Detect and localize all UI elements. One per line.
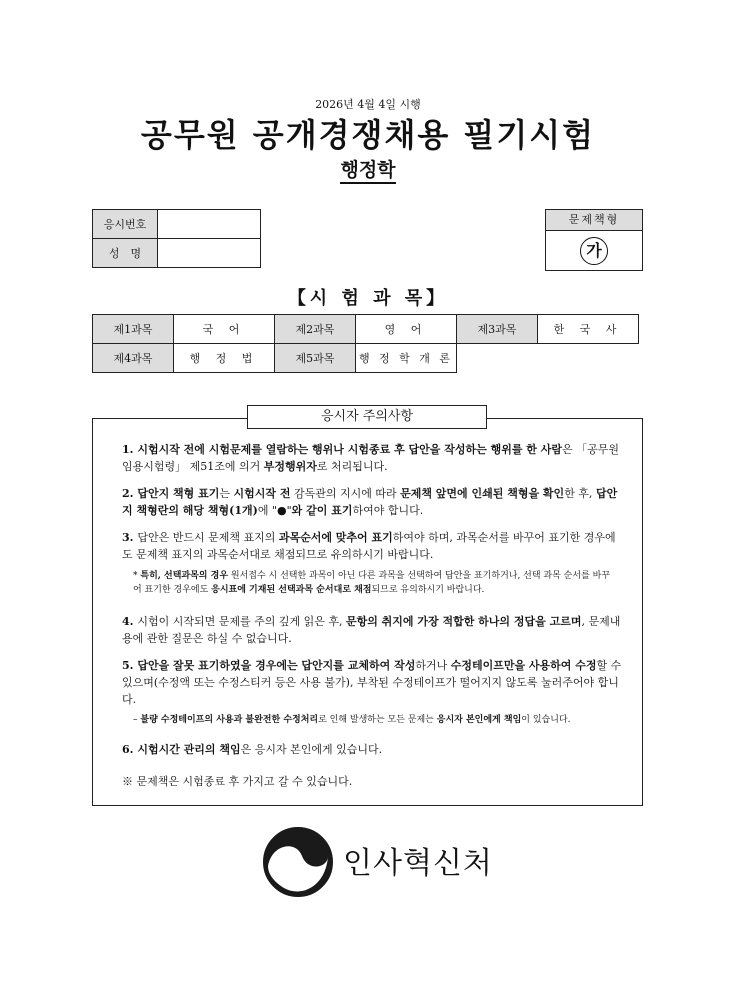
body-text: * [133, 571, 141, 581]
body-text: 한 후, [564, 487, 596, 500]
subject-3-name: 한 국 사 [538, 315, 639, 344]
booklet-type-box [545, 209, 643, 271]
emphasis-text: ● [277, 504, 287, 517]
emphasis-text: 시험시작 전에 시험문제를 열람하는 행위나 시험종료 후 답안을 작성하는 행위를 한 사람 [137, 443, 562, 456]
notice-heading: 응시자 주의사항 [247, 405, 487, 429]
organization-name: 인사혁신처 [343, 846, 493, 881]
booklet-type-label: 문제책형 [546, 210, 642, 231]
body-text: 되므로 유의하시기 바랍니다. [371, 585, 485, 595]
item-number: 6. [122, 743, 138, 756]
body-text: 하여야 하며, 과목순서를 바꾸어 표기한 경우에도 문제책 표지의 과목순서대로 채점되므로 유의하시기 바랍니다. [122, 531, 616, 561]
notice-note-3 [133, 569, 613, 597]
emphasis-text: 답안지 책형 표기 [137, 487, 220, 500]
body-text: 하여야 합니다. [352, 504, 424, 517]
notice-item [122, 613, 622, 647]
body-text: 에 " [257, 504, 277, 517]
body-text: 답안은 반드시 문제책 표지의 [137, 531, 279, 544]
notice-item [122, 657, 622, 708]
item-number: 1. [122, 443, 138, 456]
emphasis-text: 과목순서에 맞추어 표기 [278, 531, 393, 544]
subjects-heading: 【시 험 과 목】 [287, 288, 449, 309]
notice-item [122, 485, 622, 519]
subject-text: 행정학 [340, 159, 395, 184]
subject-1-label: 제1과목 [93, 315, 174, 344]
emphasis-text: 문제책 앞면에 인쇄된 책형을 확인 [400, 487, 565, 500]
item-number: 5. [122, 659, 138, 672]
item-number: 4. [122, 615, 138, 628]
candidate-number-field[interactable] [158, 210, 261, 239]
body-text: 은 「공무원임용시험령」 제51조에 의거 [122, 443, 620, 473]
body-text: 할 수 있으며(수정액 또는 수정스티커 등은 사용 불가), 부착된 수정테이프가 떨어지지 않도록 눌러주어야 합니다. [122, 659, 622, 706]
body-text: 감독관의 지시에 따라 [290, 487, 401, 500]
booklet-type-value: 가 [580, 237, 608, 265]
body-text: 원서접수 시 선택한 과목이 아닌 다른 과목을 선택하여 답안을 표기하거나, 선택 과목 순서를 바꾸어 표기한 경우에도 [133, 571, 611, 595]
notice-item [122, 441, 622, 475]
emphasis-text: 문항의 취지에 가장 적합한 하나의 정답을 고르며 [345, 615, 582, 628]
item-number: 2. [122, 487, 138, 500]
empty-cell [457, 344, 639, 373]
emphasis-text: 시험시작 전 [233, 487, 291, 500]
body-text: 은 응시자 본인에게 있습니다. [240, 743, 383, 756]
subject-1-name: 국 어 [174, 315, 275, 344]
candidate-number-label: 응시번호 [93, 210, 158, 239]
exam-title: 공무원 공개경쟁채용 필기시험 [140, 116, 596, 154]
body-text: 시험이 시작되면 문제를 주의 깊게 읽은 후, [137, 615, 346, 628]
emphasis-text: 답안지 책형란의 해당 책형(1개) [122, 487, 618, 517]
notice-footnote: ※ 문제책은 시험종료 후 가지고 갈 수 있습니다. [122, 775, 353, 788]
body-text: – [133, 715, 141, 725]
emphasis-text: 응시자 본인에게 책임 [436, 715, 522, 725]
emphasis-text: 수정테이프만을 사용하여 수정 [450, 659, 597, 672]
notice-item [122, 741, 622, 758]
body-text: , 문제내용에 관한 질문은 하실 수 없습니다. [122, 615, 621, 645]
body-text: 로 인해 발생하는 모든 문제는 [318, 715, 437, 725]
body-text: 하거나 [415, 659, 451, 672]
item-number: 3. [122, 531, 138, 544]
notice-note-5 [133, 713, 613, 727]
emphasis-text: 특히, 선택과목의 경우 [140, 571, 229, 581]
subject-3-label: 제3과목 [457, 315, 538, 344]
exam-date: 2026년 4월 4일 시행 [315, 98, 421, 111]
body-text: 로 처리됩니다. [316, 460, 388, 473]
subject-5-name: 행 정 학 개 론 [356, 344, 457, 373]
emphasis-text: 불량 수정테이프의 사용과 불완전한 수정처리 [140, 715, 319, 725]
candidate-info-table [92, 209, 261, 268]
subject-4-label: 제4과목 [93, 344, 174, 373]
emphasis-text: 응시표에 기재된 선택과목 순서대로 채점 [211, 585, 372, 595]
exam-subject [0, 155, 736, 182]
body-text: 이 있습니다. [521, 715, 571, 725]
emphasis-text: 와 같이 표기 [291, 504, 353, 517]
government-emblem-icon [262, 826, 334, 898]
subject-2-label: 제2과목 [275, 315, 356, 344]
candidate-name-field[interactable] [158, 239, 261, 268]
subject-2-name: 영 어 [356, 315, 457, 344]
candidate-name-label: 성 명 [93, 239, 158, 268]
subject-5-label: 제5과목 [275, 344, 356, 373]
emphasis-text: 부정행위자 [263, 460, 317, 473]
emphasis-text: 답안을 잘못 표기하였을 경우에는 답안지를 교체하여 작성 [137, 659, 416, 672]
notice-box [92, 418, 643, 806]
notice-item [122, 529, 622, 563]
subjects-table [92, 314, 639, 373]
body-text: " [286, 504, 292, 517]
body-text: 는 [219, 487, 234, 500]
subject-4-name: 행 정 법 [174, 344, 275, 373]
emphasis-text: 시험시간 관리의 책임 [137, 743, 241, 756]
